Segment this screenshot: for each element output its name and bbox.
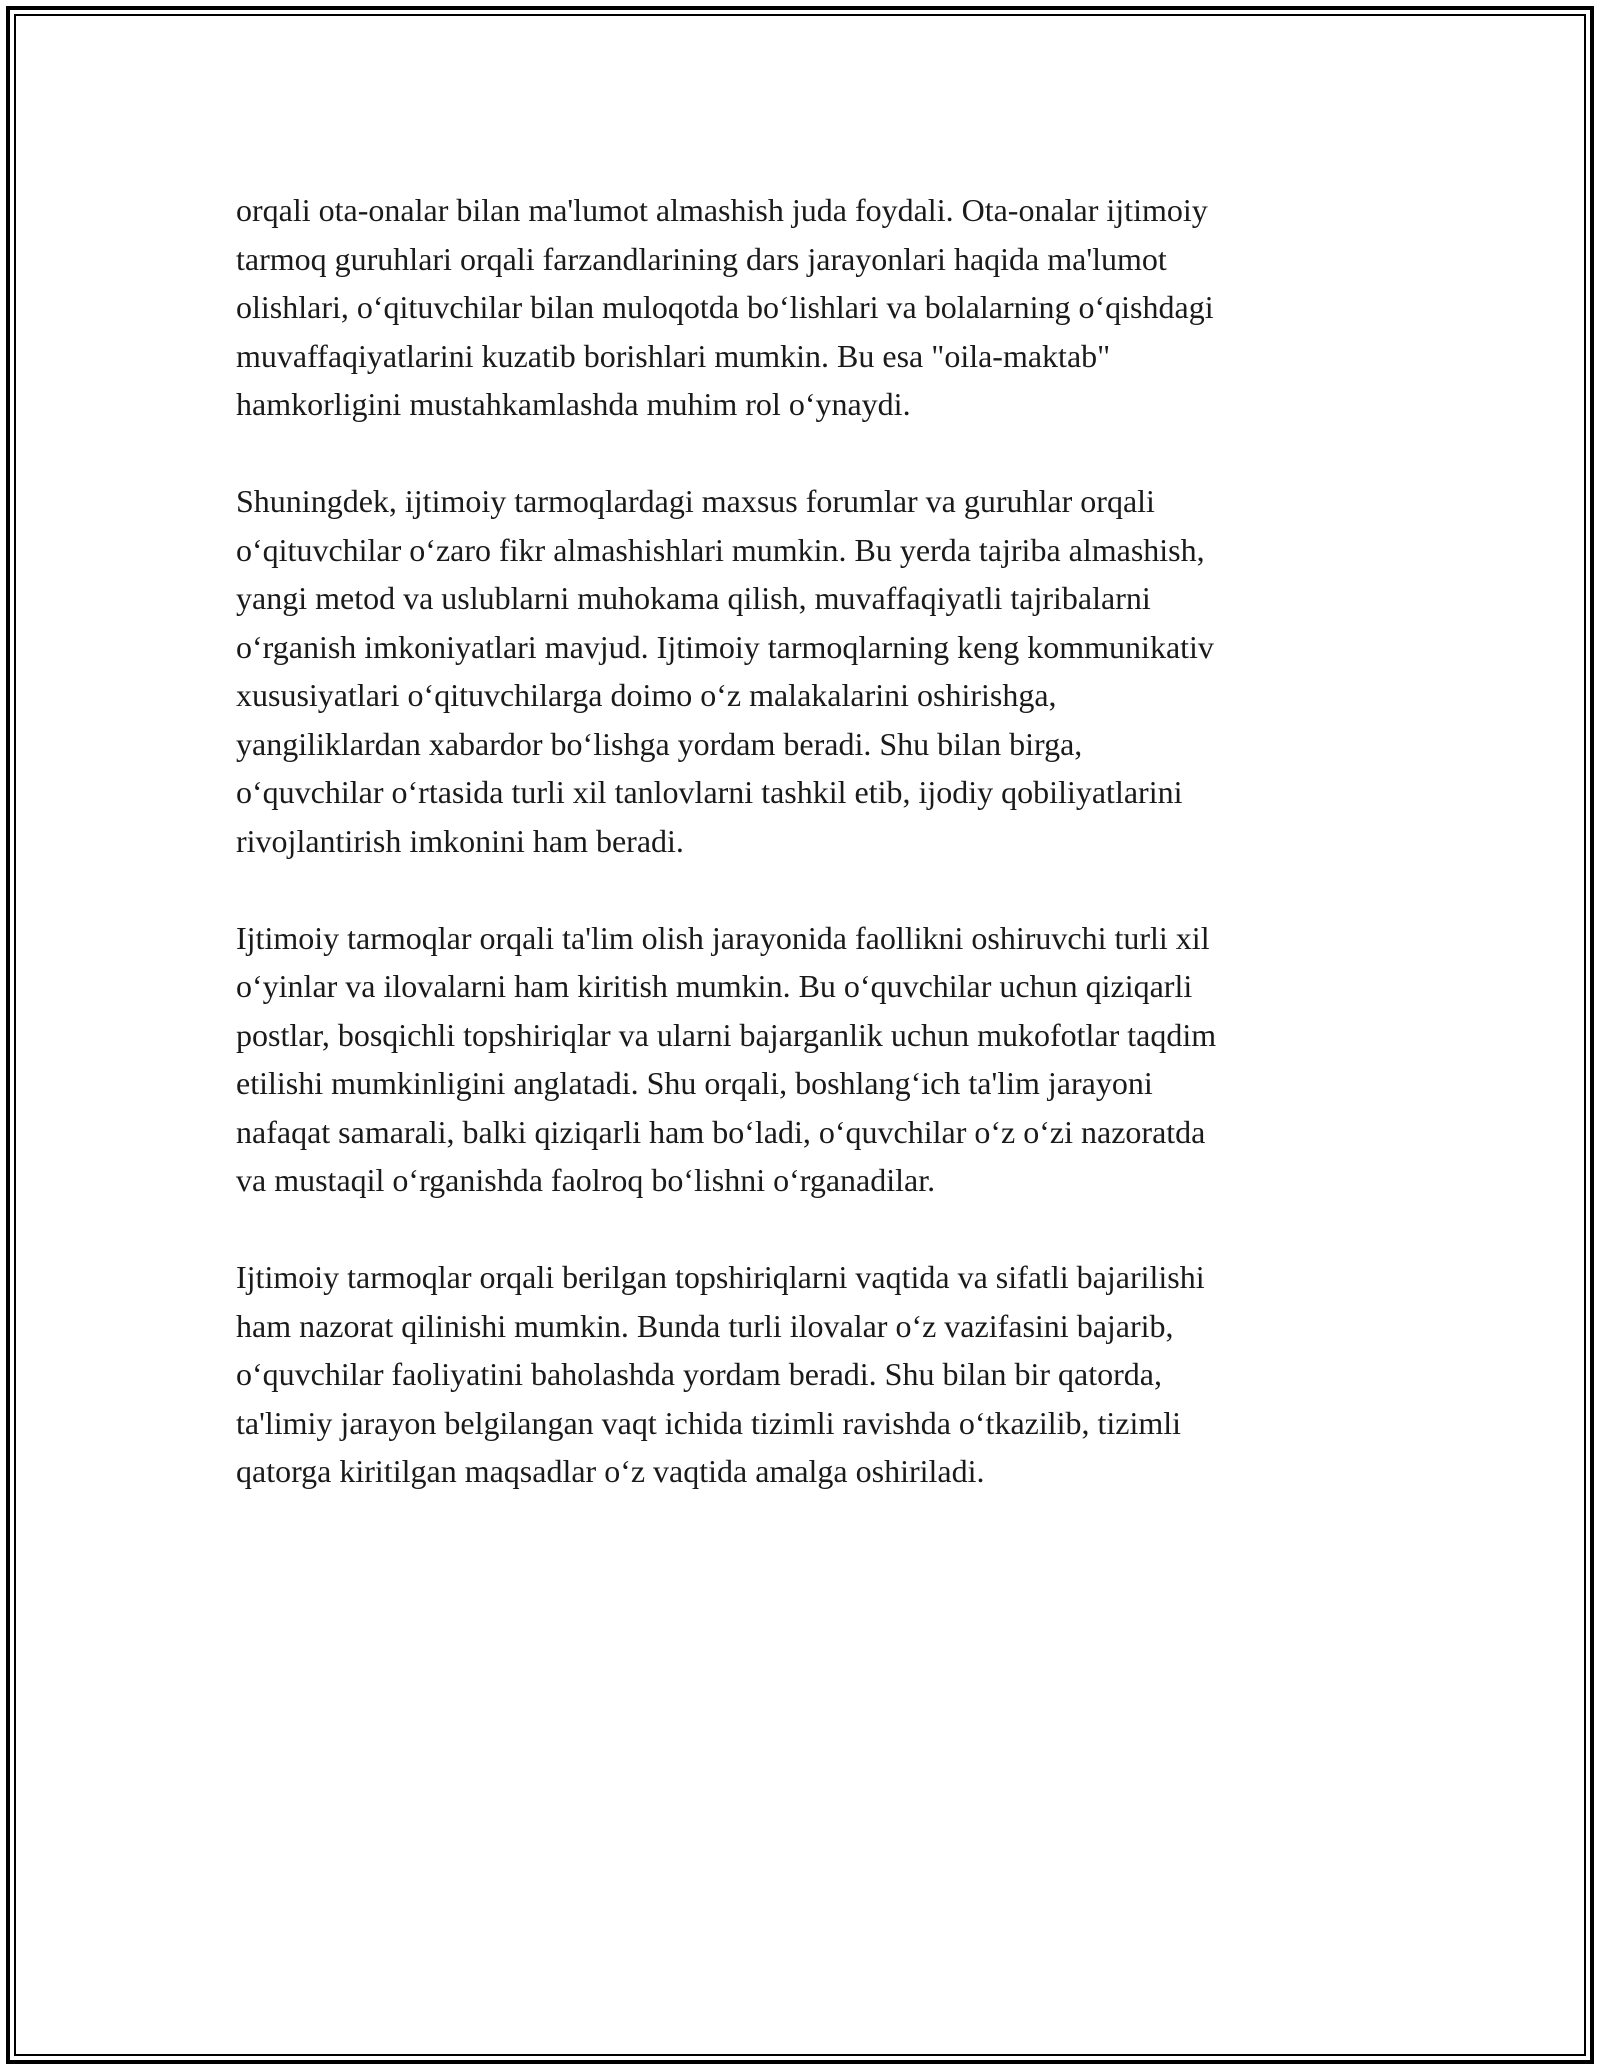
text-line: o‘quvchilar o‘rtasida turli xil tanlovlarni tashkil etib, ijodiy qobiliyatlarini <box>236 774 1183 810</box>
text-line: ham nazorat qilinishi mumkin. Bunda turli ilovalar o‘z vazifasini bajarib, <box>236 1307 1174 1344</box>
text-line: muvaffaqiyatlarini kuzatib borishlari mumkin. Bu esa "oila-maktab" <box>236 337 1111 374</box>
text-line: rivojlantirish imkonini ham beradi. <box>236 822 684 859</box>
text-line: orqali ota-onalar bilan ma'lumot almashish juda foydali. Ota-onalar ijtimoiy <box>236 192 1208 228</box>
text-line: o‘qituvchilar o‘zaro fikr almashishlari mumkin. Bu yerda tajriba almashish, <box>236 531 1205 568</box>
document-body <box>236 186 1386 1544</box>
text-line: postlar, bosqichli topshiriqlar va ularni bajarganlik uchun mukofotlar taqdim <box>236 1016 1217 1053</box>
text-line: tarmoq guruhlari orqali farzandlarining dars jarayonlari haqida ma'lumot <box>236 240 1167 277</box>
text-line: qatorga kiritilgan maqsadlar o‘z vaqtida amalga oshiriladi. <box>236 1453 985 1489</box>
paragraph <box>236 477 1386 865</box>
text-line: ta'limiy jarayon belgilangan vaqt ichida tizimli ravishda o‘tkazilib, tizimli <box>236 1404 1182 1441</box>
paragraph <box>236 186 1386 429</box>
text-line: o‘quvchilar faoliyatini baholashda yordam beradi. Shu bilan bir qatorda, <box>236 1356 1162 1392</box>
text-line: yangiliklardan xabardor bo‘lishga yordam beradi. Shu bilan birga, <box>236 725 1083 762</box>
text-line: Ijtimoiy tarmoqlar orqali berilgan topshiriqlarni vaqtida va sifatli bajarilishi <box>236 1259 1205 1295</box>
text-line: Ijtimoiy tarmoqlar orqali ta'lim olish jarayonida faollikni oshiruvchi turli xil <box>236 919 1210 956</box>
text-line: yangi metod va uslublarni muhokama qilish, muvaffaqiyatli tajribalarni <box>236 580 1151 616</box>
text-line: hamkorligini mustahkamlashda muhim rol o‘ynaydi. <box>236 386 911 422</box>
text-line: olishlari, o‘qituvchilar bilan muloqotda bo‘lishlari va bolalarning o‘qishdagi <box>236 289 1214 325</box>
text-line: va mustaqil o‘rganishda faolroq bo‘lishni o‘rganadilar. <box>236 1162 936 1198</box>
paragraph <box>236 1253 1386 1496</box>
paragraph <box>236 914 1386 1205</box>
text-line: xususiyatlari o‘qituvchilarga doimo o‘z malakalarini oshirishga, <box>236 677 1057 713</box>
text-line: o‘yinlar va ilovalarni ham kiritish mumkin. Bu o‘quvchilar uchun qiziqarli <box>236 968 1193 1004</box>
text-line: etilishi mumkinligini anglatadi. Shu orqali, boshlang‘ich ta'lim jarayoni <box>236 1065 1153 1101</box>
text-line: o‘rganish imkoniyatlari mavjud. Ijtimoiy tarmoqlarning keng kommunikativ <box>236 628 1214 665</box>
text-line: Shuningdek, ijtimoiy tarmoqlardagi maxsus forumlar va guruhlar orqali <box>236 483 1155 519</box>
text-line: nafaqat samarali, balki qiziqarli ham bo‘ladi, o‘quvchilar o‘z o‘zi nazoratda <box>236 1113 1206 1150</box>
